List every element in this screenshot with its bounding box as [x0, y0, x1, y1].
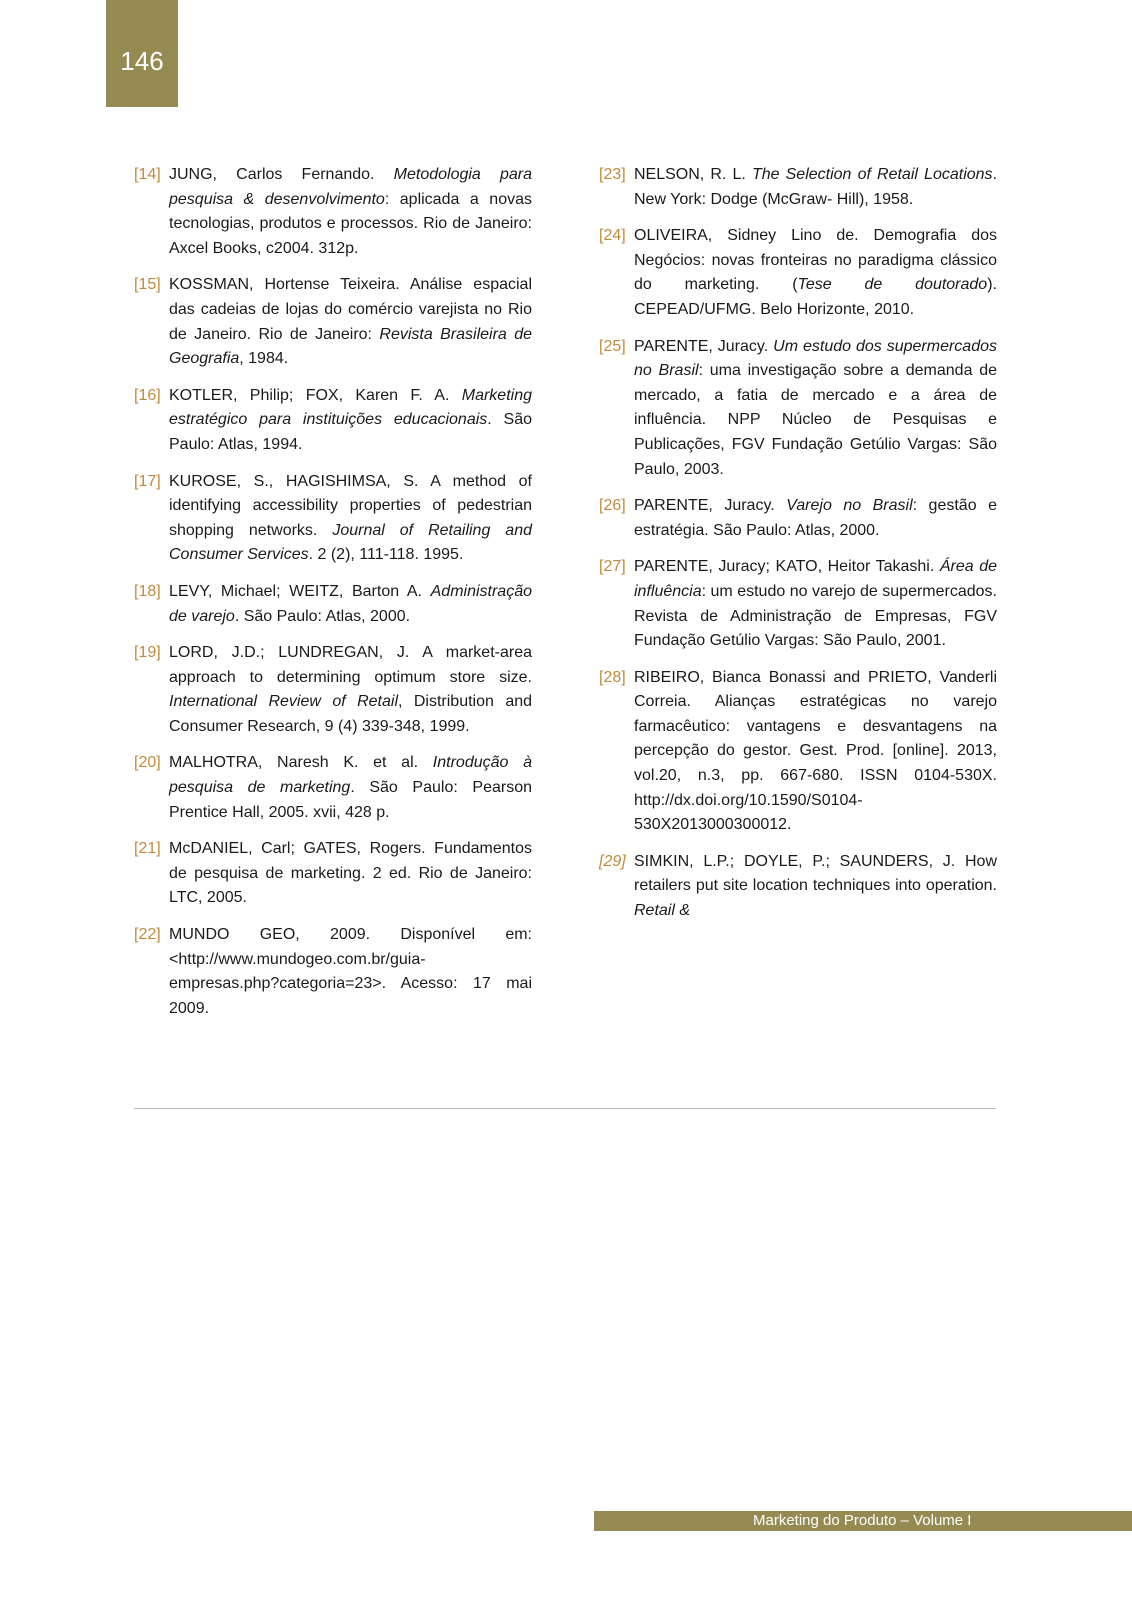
reference-text-segment: . São Paulo: Pearson Prentice Hall, 2005. xvii, 428 p.	[169, 779, 533, 821]
reference-text	[634, 850, 997, 924]
reference-text-segment: McDANIEL, Carl; GATES, Rogers. Fundamentos de pesquisa de marketing. 2 ed. Rio de Janeiro: LTC, 2005.	[169, 840, 532, 907]
reference-text	[169, 384, 532, 458]
reference-text-segment: , 1984.	[239, 350, 289, 368]
references-left-column	[134, 163, 532, 1033]
reference-text	[169, 580, 532, 629]
reference-text-segment: . New York: Dodge (McGraw- Hill), 1958.	[634, 166, 997, 208]
section-divider	[134, 1108, 996, 1109]
reference-item	[134, 384, 532, 458]
reference-number: [17]	[134, 472, 161, 490]
reference-title-italic: Revista Brasileira de Geografia	[169, 325, 533, 368]
reference-number: [24]	[599, 227, 626, 245]
reference-text-segment: KOTLER, Philip; FOX, Karen F. A.	[169, 386, 462, 404]
reference-title-italic: Introdução à pesquisa de marketing	[169, 754, 533, 797]
reference-item	[599, 666, 997, 838]
reference-item	[134, 641, 532, 739]
reference-item	[599, 335, 997, 483]
reference-text	[169, 273, 532, 371]
reference-number: [19]	[134, 644, 161, 662]
page-number: 146	[106, 0, 178, 107]
reference-text-segment: SIMKIN, L.P.; DOYLE, P.; SAUNDERS, J. How retailers put site location techniques into operation.	[634, 852, 997, 895]
reference-title-italic: Varejo no Brasil	[786, 497, 913, 515]
reference-item	[134, 837, 532, 911]
reference-number: [29]	[599, 852, 626, 870]
reference-number: [21]	[134, 840, 161, 858]
reference-item	[599, 850, 997, 924]
reference-number: [28]	[599, 668, 626, 686]
reference-number: [15]	[134, 276, 161, 294]
reference-title-italic: Retail &	[634, 902, 691, 920]
reference-title-italic: Journal of Retailing and Consumer Services	[169, 521, 532, 564]
reference-text-segment: LORD, J.D.; LUNDREGAN, J. A market-area approach to determining optimum store size.	[169, 644, 532, 686]
reference-text-segment: RIBEIRO, Bianca Bonassi and PRIETO, Vanderli Correia. Alianças estratégicas no varejo farmacêutico: vantagens e desvantagens na percepção do gestor. Gest. Prod. [online]. 2013, vol.20, n.3, pp. 667-680. ISSN 0104-530X. http://dx.doi.org/10.1590/S0104-530X2013000300012.	[634, 668, 997, 834]
reference-text-segment: : gestão e estratégia. São Paulo: Atlas, 2000.	[634, 497, 997, 539]
reference-text-segment: LEVY, Michael; WEITZ, Barton A.	[169, 582, 431, 600]
reference-number: [27]	[599, 558, 626, 576]
reference-text	[169, 751, 532, 825]
reference-title-italic: Tese de doutorado	[797, 276, 988, 294]
reference-text-segment: MALHOTRA, Naresh K. et al.	[169, 754, 433, 772]
reference-number: [20]	[134, 754, 161, 772]
reference-text	[634, 335, 997, 483]
reference-text-segment: : aplicada a novas tecnologias, produtos e processos. Rio de Janeiro: Axcel Books, c2004. 312p.	[169, 190, 532, 257]
reference-text-segment: , Distribution and Consumer Research, 9 (4) 339-348, 1999.	[169, 693, 533, 735]
reference-number: [18]	[134, 582, 161, 600]
reference-text	[634, 666, 997, 838]
reference-text	[634, 224, 997, 322]
reference-text	[169, 923, 532, 1021]
reference-title-italic: Área de influência	[634, 558, 997, 600]
reference-title-italic: Metodologia para pesquisa & desenvolvimento	[169, 166, 532, 208]
reference-text-segment: PARENTE, Juracy.	[634, 337, 774, 355]
reference-text-segment: : um estudo no varejo de supermercados. Revista de Administração de Empresas, FGV Fundação Getúlio Vargas: São Paulo, 2001.	[634, 582, 997, 650]
reference-text-segment: OLIVEIRA, Sidney Lino de. Demografia dos Negócios: novas fronteiras no paradigma clássico do marketing. (	[634, 227, 997, 294]
reference-item	[134, 923, 532, 1021]
reference-text-segment: KUROSE, S., HAGISHIMSA, S. A method of identifying accessibility properties of pedestrian shopping networks.	[169, 472, 532, 539]
reference-item	[599, 494, 997, 543]
reference-text-segment: ). CEPEAD/UFMG. Belo Horizonte, 2010.	[634, 276, 997, 318]
reference-title-italic: Marketing estratégico para instituições educacionais	[169, 386, 532, 429]
reference-item	[134, 470, 532, 568]
reference-text-segment: PARENTE, Juracy; KATO, Heitor Takashi.	[634, 558, 940, 576]
reference-text-segment: JUNG, Carlos Fernando.	[169, 166, 394, 183]
reference-text-segment: : uma investigação sobre a demanda de mercado, a fatia de mercado e a área de influência. NPP Núcleo de Pesquisas e Publicações, FGV Fundação Getúlio Vargas: São Paulo, 2003.	[634, 362, 998, 478]
reference-item	[599, 163, 997, 212]
reference-item	[134, 273, 532, 371]
reference-title-italic: Um estudo dos supermercados no Brasil	[634, 337, 998, 380]
reference-number: [22]	[134, 926, 161, 944]
reference-title-italic: Administração de varejo	[169, 582, 532, 625]
reference-text-segment: . 2 (2), 111-118. 1995.	[308, 546, 464, 564]
reference-item	[134, 580, 532, 629]
footer-book-title: Marketing do Produto – Volume I	[594, 1511, 1132, 1531]
reference-text	[169, 641, 532, 739]
reference-title-italic: International Review of Retail	[169, 693, 399, 711]
reference-number: [25]	[599, 337, 626, 355]
reference-text	[634, 163, 997, 212]
reference-text-segment: NELSON, R. L.	[634, 166, 752, 183]
reference-title-italic: The Selection of Retail Locations	[751, 166, 993, 183]
references-right-column	[599, 163, 997, 936]
reference-text-segment: MUNDO GEO, 2009. Disponível em: <http://www.mundogeo.com.br/guia-empresas.php?categoria=23>. Acesso: 17 mai 2009.	[169, 926, 532, 1017]
reference-item	[599, 555, 997, 653]
reference-text-segment: . São Paulo: Atlas, 2000.	[234, 607, 411, 625]
reference-text	[634, 555, 997, 653]
reference-item	[134, 751, 532, 825]
reference-text-segment: KOSSMAN, Hortense Teixeira. Análise espacial das cadeias de lojas do comércio varejista no Rio de Janeiro. Rio de Janeiro:	[169, 276, 532, 343]
reference-text-segment: PARENTE, Juracy.	[634, 497, 787, 515]
reference-text	[169, 470, 532, 568]
reference-number: [26]	[599, 497, 626, 515]
reference-number: [14]	[134, 166, 161, 183]
reference-item	[134, 163, 532, 261]
reference-number: [23]	[599, 166, 626, 183]
reference-text	[169, 837, 532, 911]
reference-text	[634, 494, 997, 543]
reference-item	[599, 224, 997, 322]
reference-text-segment: . São Paulo: Atlas, 1994.	[169, 411, 533, 453]
reference-number: [16]	[134, 386, 161, 404]
reference-text	[169, 163, 532, 261]
